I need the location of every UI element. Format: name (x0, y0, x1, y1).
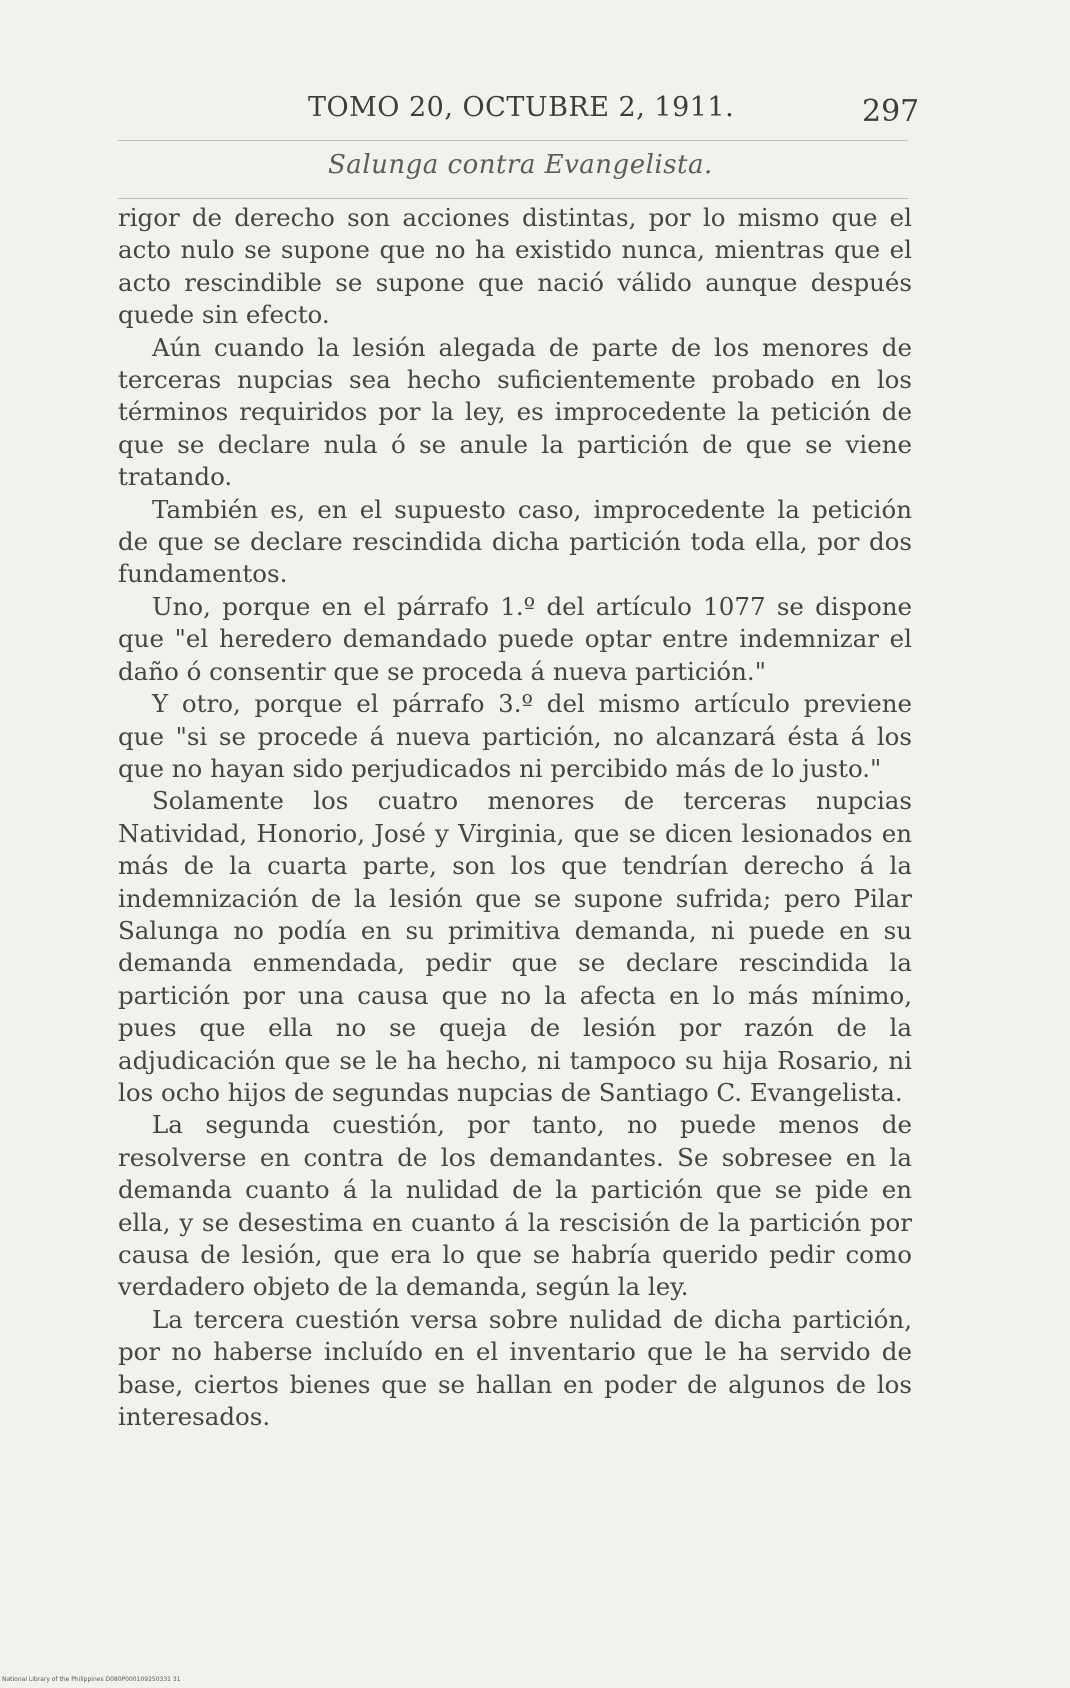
paragraph: La segunda cuestión, por tanto, no puede menos de resolverse en contra de los demandantes. Se sobresee en la demanda cuanto á la nulidad de la partición que se pide en ella, y se desestima en cuanto á la rescisión de la partición por causa de lesión, que era lo que se habría querido pedir como verdadero objeto de la demanda, según la ley. (118, 1110, 912, 1302)
paragraph: La tercera cuestión versa sobre nulidad de dicha partición, por no haberse incluído en el inventario que le ha servido de base, ciertos bienes que se hallan en poder de algunos de los interesados. (118, 1304, 912, 1432)
paragraph: Uno, porque en el párrafo 1.º del artículo 1077 se dispone que "el heredero demandado puede optar entre indemnizar el daño ó consentir que se proceda á nueva partición." (118, 591, 912, 686)
body-text (118, 202, 912, 1433)
page-number: 297 (862, 94, 920, 129)
paragraph: Aún cuando la lesión alegada de parte de los menores de terceras nupcias sea hecho suficientemente probado en los términos requiridos por la ley, es improcedente la petición de que se declare nula ó se anule la partición de que se viene tratando. (118, 332, 912, 492)
paragraph: Y otro, porque el párrafo 3.º del mismo artículo previene que "si se procede á nueva partición, no alcanzará ésta á los que no hayan sido perjudicados ni percibido más de lo justo." (118, 689, 912, 783)
page-header-title: TOMO 20, OCTUBRE 2, 1911. (308, 92, 735, 123)
paragraph: Solamente los cuatro menores de terceras nupcias Natividad, Honorio, José y Virginia, que se dicen lesionados en más de la cuarta parte, son los que tendrían derecho á la indemnización de la lesión que se supone sufrida; pero Pilar Salunga no podía en su primitiva demanda, ni puede en su demanda enmendada, pedir que se declare rescindida la partición por una causa que no la afecta en lo más mínimo, pues que ella no se queja de lesión por razón de la adjudicación que se le ha hecho, ni tampoco su hija Rosario, ni los ocho hijos de segundas nupcias de Santiago C. Evangelista. (118, 786, 912, 1107)
paragraph: También es, en el supuesto caso, improcedente la petición de que se declare rescindida dicha partición toda ella, por dos fundamentos. (118, 494, 912, 589)
running-head: Salunga contra Evangelista. (328, 150, 713, 180)
footer-credit: National Library of the Philippines D080P000109250331 31 (2, 1676, 181, 1683)
paragraph: rigor de derecho son acciones distintas, por lo mismo que el acto nulo se supone que no ha existido nunca, mientras que el acto rescindible se supone que nació válido aunque después quede sin efecto. (118, 203, 912, 330)
running-head-rule (118, 198, 908, 199)
header-rule (118, 140, 908, 141)
